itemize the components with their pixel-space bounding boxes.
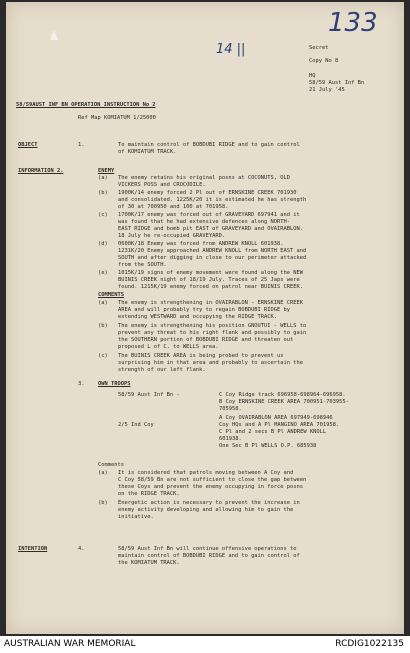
archive-id: RCDIG1022135 — [335, 639, 404, 649]
ref-map: Ref Map KOMIATUM 1/25000 — [78, 115, 156, 121]
unit-name: 58/59 Aust Inf Bn — [309, 80, 365, 86]
comment-item-line: the SOUTHERN portion of BOBDUBI RIDGE and threaten out — [118, 337, 294, 343]
own-comment-line: on the RIDGE TRACK. — [118, 491, 180, 497]
intention-number: 4. — [78, 546, 85, 552]
own-comment-line: enemy activity developing and allowing him to gain the — [118, 507, 294, 513]
pin-hole-icon — [50, 30, 58, 40]
own-unit-line: C Pl and 2 secs B Pl ANDREW KNOLL — [219, 429, 327, 435]
enemy-item-line: The enemy retains his original posns at COCONUTS, OLD — [118, 175, 291, 181]
enemy-item-mark: (e) — [98, 270, 108, 276]
enemy-item-line: found. 1215K/19 enemy forced on patrol near BUINIS CREEK. — [118, 284, 303, 290]
object-heading: OBJECT — [18, 142, 38, 148]
classification: Secret — [309, 45, 329, 51]
own-unit-line: 601938. — [219, 436, 242, 442]
handwritten-note: 14 || — [216, 42, 246, 57]
enemy-item-line: 18 July he re-occupied GRAVEYARD. — [118, 233, 226, 239]
own-unit-line: A Coy OVAIRABLON AREA 697949-698946 — [219, 415, 333, 421]
own-troops-heading: OWN TROOPS — [98, 381, 131, 387]
comment-item-line: surprising him in that area and probably to ascertain the — [118, 360, 303, 366]
archive-footer — [0, 636, 410, 653]
hq-label: HQ — [309, 73, 316, 79]
enemy-item-line: EAST RIDGE and bomb pit EAST of GRAVEYARD and OVAIRABLON. — [118, 226, 303, 232]
own-comment-line: It is considered that patrols moving between A Coy and — [118, 470, 294, 476]
comment-item-line: extending WESTWARD and occupying the RIDGE TRACK. — [118, 314, 278, 320]
comment-item-line: proposed L of C. to WELLS area. — [118, 344, 219, 350]
intention-line: 58/59 Aust Inf Bn will continue offensive operations to — [118, 546, 297, 552]
own-comment-line: Energetic action is necessary to prevent the increase in — [118, 500, 300, 506]
comment-item-line: strength of our left flank. — [118, 367, 206, 373]
enemy-item-line: 1700K/17 enemy was forced out of GRAVEYARD 697941 and it — [118, 212, 300, 218]
enemy-item-mark: (b) — [98, 190, 108, 196]
own-comments-heading: Comments — [98, 462, 124, 468]
own-comment-line: these Coys and prevent the enemy occupying in force posns — [118, 484, 303, 490]
own-unit-name: 2/5 Ind Coy — [118, 422, 154, 428]
enemy-item-line: 0600K/18 Enemy was forced from ANDREW KNOLL 601938. — [118, 241, 284, 247]
comment-item-line: prevent any threat to his right flank and possibly to gain — [118, 330, 307, 336]
enemy-item-line: and consolidated. 1225K/20 it is estimated he has strength — [118, 197, 307, 203]
enemy-heading: ENEMY — [98, 168, 115, 174]
object-line: To maintain control of BOBDUBI RIDGE and to gain control — [118, 142, 300, 148]
own-comment-mark: (a) — [98, 470, 108, 476]
enemy-item-line: 1900K/14 enemy forced 2 Pl out of ERNSKINE CREEK 701930 — [118, 190, 297, 196]
intention-heading: INTENTION — [18, 546, 48, 552]
own-comment-line: initiative. — [118, 514, 154, 520]
comment-item-mark: (c) — [98, 353, 108, 359]
archive-name: AUSTRALIAN WAR MEMORIAL — [4, 639, 136, 649]
comments-heading: COMMENTS — [98, 292, 124, 298]
intention-line: the KOMIATUM TRACK. — [118, 560, 180, 566]
own-unit-line: Coy HQs and A Pl MANGINO AREA 701958. — [219, 422, 340, 428]
copy-number: Copy No 8 — [309, 58, 339, 64]
object-number: 1. — [78, 142, 85, 148]
comment-item-line: The enemy is strengthening his position GNOUTUI - WELLS to — [118, 323, 307, 329]
own-unit-line: B Coy ERNSKINE CREEK AREA 700951-703955- — [219, 399, 349, 405]
enemy-item-mark: (c) — [98, 212, 108, 218]
information-heading: INFORMATION 2. — [18, 168, 64, 174]
enemy-item-line: 1231K/20 Enemy approached ANDREW KNOLL from NORTH EAST and — [118, 248, 307, 254]
own-unit-name: 58/59 Aust Inf Bn - — [118, 392, 180, 398]
comment-item-line: The BUINIS CREEK AREA is being probed to prevent us — [118, 353, 284, 359]
document-title: 58/59AUST INF BN OPERATION INSTRUCTION No 2 — [16, 102, 156, 108]
document-date: 21 July '45 — [309, 87, 345, 93]
enemy-item-line: VICKERS POSS and CROCODILE. — [118, 182, 206, 188]
own-comment-line: C Coy 58/59 Bn are not sufficient to close the gap between — [118, 477, 307, 483]
enemy-item-line: was found that he had extensive defences along NORTH- — [118, 219, 291, 225]
comment-item-line: The enemy is strengthening in OVAIRABLON - ERNSKINE CREEK — [118, 300, 303, 306]
own-troops-number: 3. — [78, 381, 85, 387]
comment-item-mark: (b) — [98, 323, 108, 329]
enemy-item-line: 1015K/19 signs of enemy movement were found along the NEW — [118, 270, 303, 276]
comment-item-line: AREA and will probably try to regain BOBDUBI RIDGE by — [118, 307, 291, 313]
enemy-item-mark: (a) — [98, 175, 108, 181]
own-unit-line: 705958. — [219, 406, 242, 412]
own-comment-mark: (b) — [98, 500, 108, 506]
own-unit-line: C Coy Ridge track 696958-698964-696958. — [219, 392, 346, 398]
enemy-item-mark: (d) — [98, 241, 108, 247]
enemy-item-line: of 30 at 700950 and 100 at 701958. — [118, 204, 229, 210]
own-unit-line: One Sec B Pl WELLS O.P. 685938 — [219, 443, 317, 449]
enemy-item-line: from the SOUTH. — [118, 262, 167, 268]
enemy-item-line: BUINIS CREEK night of 18/19 July. Traces of 25 Japs were — [118, 277, 300, 283]
handwritten-page-number: 133 — [328, 8, 378, 38]
object-line: of KOMIATUM TRACK. — [118, 149, 177, 155]
document-page — [6, 2, 404, 634]
enemy-item-line: SOUTH and after digging in close to our perimeter attacked — [118, 255, 307, 261]
intention-line: maintain control of BOBDUBI RIDGE and to gain control of — [118, 553, 300, 559]
comment-item-mark: (a) — [98, 300, 108, 306]
